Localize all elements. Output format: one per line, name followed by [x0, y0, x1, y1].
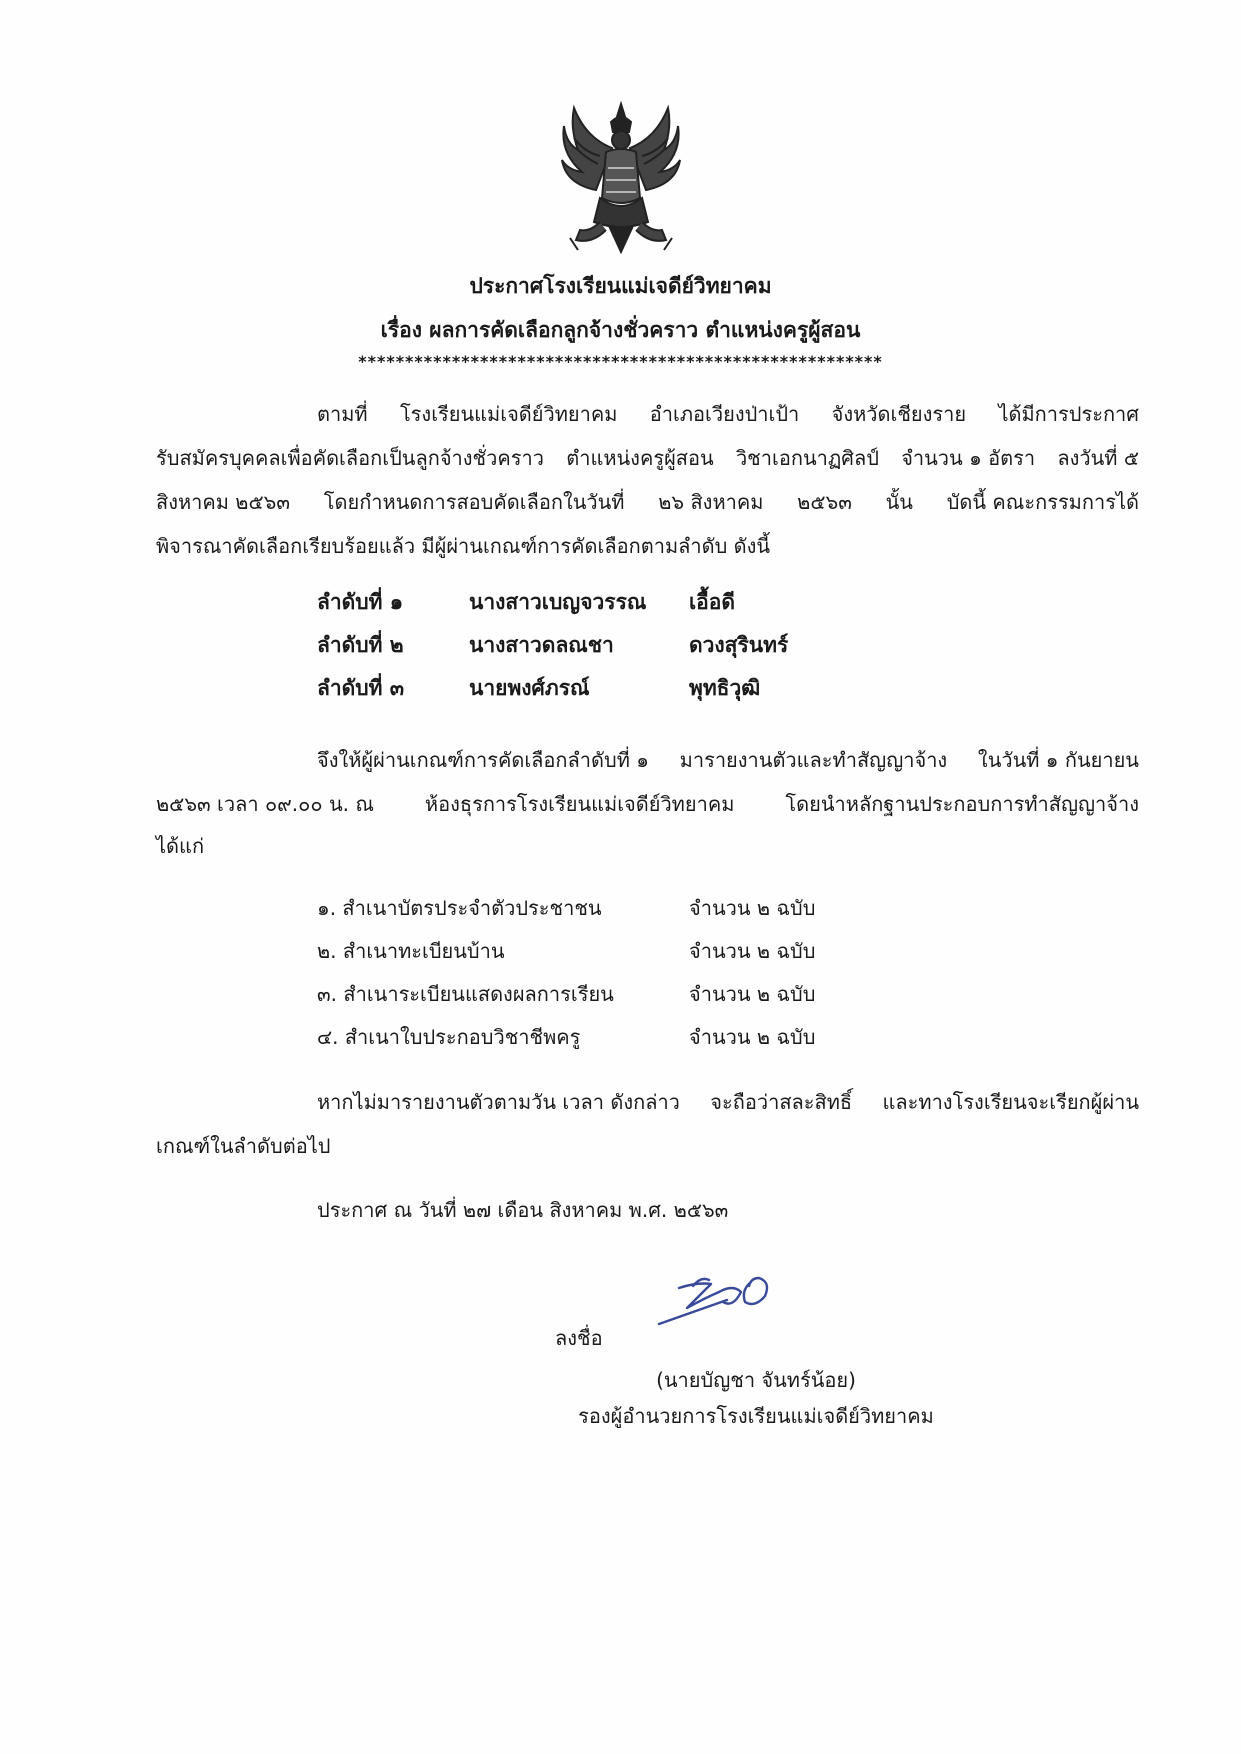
signer-position: รองผู้อำนวยการโรงเรียนแม่เจดีย์วิทยาคม	[578, 1404, 934, 1428]
rank-order: ลำดับที่ ๑	[317, 590, 404, 614]
rank-order: ลำดับที่ ๓	[317, 676, 405, 700]
document-name: ๔. สำเนาใบประกอบวิชาชีพครู	[317, 1025, 581, 1049]
document-name: ๒. สำเนาทะเบียนบ้าน	[317, 939, 505, 963]
paragraph-1-line-2: รับสมัครบุคคลเพื่อคัดเลือกเป็นลูกจ้างชั่วคราว ตำแหน่งครูผู้สอน วิชาเอกนาฏศิลป์ จำนวน ๑ อัตรา ลงวันที่ ๕	[156, 446, 1139, 470]
garuda-emblem-icon	[556, 98, 686, 256]
signer-name: (นายบัญชา จันทร์น้อย)	[656, 1368, 856, 1392]
paragraph-1-line-4: พิจารณาคัดเลือกเรียบร้อยแล้ว มีผู้ผ่านเกณฑ์การคัดเลือกตามลำดับ ดังนี้	[156, 534, 771, 558]
rank-order: ลำดับที่ ๒	[317, 633, 404, 657]
paragraph-2-line-1: จึงให้ผู้ผ่านเกณฑ์การคัดเลือกลำดับที่ ๑ มารายงานตัวและทำสัญญาจ้าง ในวันที่ ๑ กันยายน	[317, 748, 1139, 772]
paragraph-3-line-2: เกณฑ์ในลำดับต่อไป	[156, 1134, 331, 1158]
candidate-surname: ดวงสุรินทร์	[689, 633, 789, 657]
candidate-name: นางสาวเบญจวรรณ	[469, 590, 647, 614]
candidate-surname: เอื้อดี	[689, 590, 736, 614]
sign-label: ลงชื่อ	[555, 1326, 603, 1350]
paragraph-1-line-3: สิงหาคม ๒๕๖๓ โดยกำหนดการสอบคัดเลือกในวันที่ ๒๖ สิงหาคม ๒๕๖๓ นั้น บัดนี้ คณะกรรมการได้	[156, 490, 1139, 514]
document-count: จำนวน ๒ ฉบับ	[689, 896, 816, 920]
document-count: จำนวน ๒ ฉบับ	[689, 939, 816, 963]
candidate-name: นางสาวดลณชา	[469, 633, 614, 657]
document-count: จำนวน ๒ ฉบับ	[689, 1025, 816, 1049]
document-name: ๑. สำเนาบัตรประจำตัวประชาชน	[317, 896, 602, 920]
announcement-date: ประกาศ ณ วันที่ ๒๗ เดือน สิงหาคม พ.ศ. ๒๕๖๓	[317, 1198, 729, 1222]
paragraph-1-line-1: ตามที่ โรงเรียนแม่เจดีย์วิทยาคม อำเภอเวียงป่าเป้า จังหวัดเชียงราย ได้มีการประกาศ	[317, 402, 1139, 426]
separator-line: ********************************************************	[358, 352, 883, 371]
paragraph-2-line-3: ได้แก่	[156, 834, 205, 858]
document-name: ๓. สำเนาระเบียนแสดงผลการเรียน	[317, 982, 614, 1006]
paragraph-3-line-1: หากไม่มารายงานตัวตามวัน เวลา ดังกล่าว จะถือว่าสละสิทธิ์ และทางโรงเรียนจะเรียกผู้ผ่าน	[317, 1090, 1139, 1114]
signature-icon	[653, 1268, 803, 1336]
candidate-surname: พุทธิวุฒิ	[689, 676, 761, 700]
announcement-title: ประกาศโรงเรียนแม่เจดีย์วิทยาคม	[469, 274, 772, 298]
candidate-name: นายพงศ์ภรณ์	[469, 676, 590, 700]
paragraph-2-line-2: ๒๕๖๓ เวลา ๐๙.๐๐ น. ณ ห้องธุรการโรงเรียนแม่เจดีย์วิทยาคม โดยนำหลักฐานประกอบการทำสัญญาจ้าง	[156, 792, 1139, 816]
announcement-subject: เรื่อง ผลการคัดเลือกลูกจ้างชั่วคราว ตำแหน่งครูผู้สอน	[380, 318, 861, 342]
document-count: จำนวน ๒ ฉบับ	[689, 982, 816, 1006]
